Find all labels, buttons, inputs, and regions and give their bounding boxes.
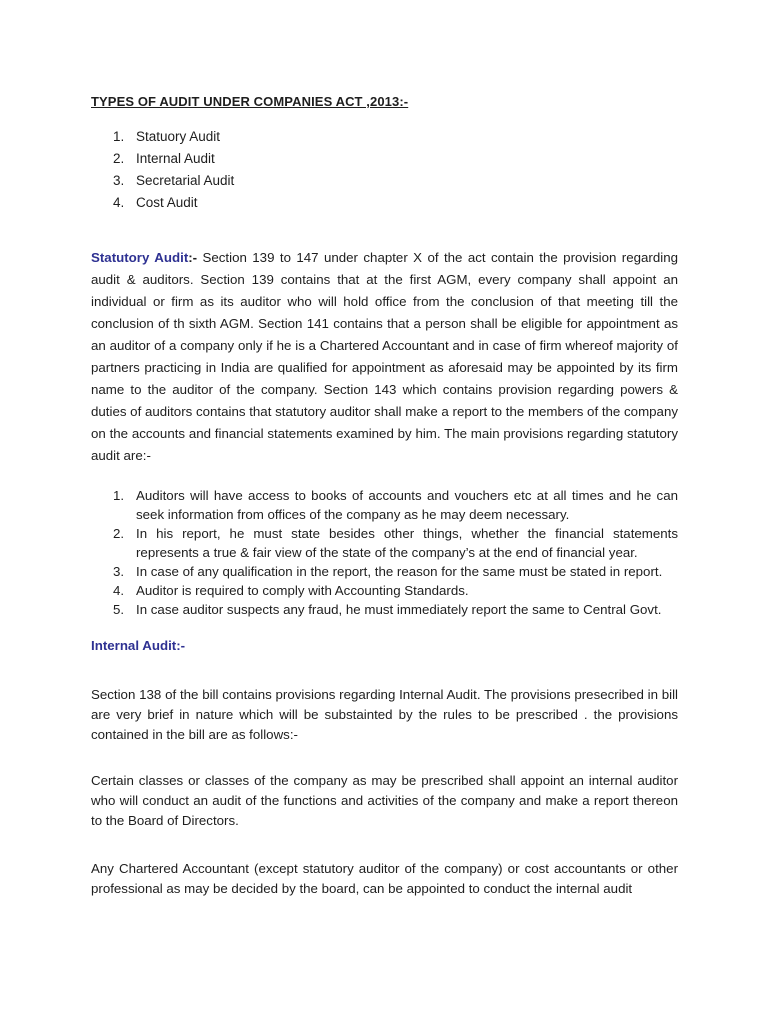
internal-audit-paragraph-2: Certain classes or classes of the company as may be prescribed shall appoint an internal auditor who will conduct an audit of the functions and activities of the company and make a report thereon to the Board of Directors. (91, 773, 678, 828)
list-item (91, 486, 678, 524)
document-title: TYPES OF AUDIT UNDER COMPANIES ACT ,2013:- (91, 94, 409, 109)
list-number: 4. (113, 195, 125, 210)
statutory-provisions-list (91, 486, 678, 619)
internal-audit-heading-suffix: :- (176, 638, 186, 653)
list-item-text: In his report, he must state besides other things, whether the financial statements represents a true & fair view of the state of the company’s at the end of financial year. (136, 526, 678, 560)
list-number: 2. (113, 526, 125, 541)
list-item-text: Auditors will have access to books of accounts and vouchers etc at all times and he can seek information from offices of the company as he may deem necessary. (136, 488, 678, 522)
audit-types-list (91, 126, 234, 214)
list-number: 5. (113, 602, 125, 617)
list-number: 1. (113, 488, 125, 503)
list-item-text: Auditor is required to comply with Accounting Standards. (136, 583, 469, 598)
list-item (91, 170, 234, 192)
list-number: 3. (113, 173, 125, 188)
statutory-audit-heading-suffix: :- (188, 250, 198, 265)
list-item-label: Statuory Audit (136, 129, 221, 144)
internal-audit-heading-line (91, 636, 185, 656)
list-item (91, 524, 678, 562)
list-item-label: Secretarial Audit (136, 173, 235, 188)
list-number: 3. (113, 564, 125, 579)
list-item-label: Internal Audit (136, 151, 215, 166)
list-item (91, 192, 234, 214)
list-item-text: In case auditor suspects any fraud, he must immediately report the same to Central Govt. (136, 602, 662, 617)
internal-audit-heading: Internal Audit (91, 638, 177, 653)
internal-audit-paragraph-3: Any Chartered Accountant (except statutory auditor of the company) or cost accountants or other professional as may be decided by the board, can be appointed to conduct the internal audit (91, 861, 678, 896)
internal-audit-paragraph-1: Section 138 of the bill contains provisions regarding Internal Audit. The provisions presecribed in bill are very brief in nature which will be substainted by the rules to be prescribed . the provisions contained in the bill are as follows:- (91, 687, 678, 742)
statutory-audit-paragraph (91, 247, 678, 467)
list-number: 1. (113, 129, 125, 144)
list-item (91, 126, 234, 148)
list-item (91, 600, 678, 619)
statutory-audit-heading: Statutory Audit (91, 250, 189, 265)
list-number: 2. (113, 151, 125, 166)
list-item (91, 581, 678, 600)
list-item (91, 148, 234, 170)
list-item (91, 562, 678, 581)
statutory-audit-body: Section 139 to 147 under chapter X of the act contain the provision regarding audit & auditors. Section 139 contains that at the first AGM, every company shall appoint an individual or firm as its auditor who will hold office from the conclusion of that meeting till the conclusion of th sixth AGM. Section 141 contains that a person shall be eligible for appointment as an auditor of a company only if he is a Chartered Accountant and in case of firm whereof majority of partners practicing in India are qualified for appointment as aforesaid may be appointed by its firm name to the auditor of the company. Section 143 which contains provision regarding powers & duties of auditors contains that statutory auditor shall make a report to the members of the company on the accounts and financial statements examined by him. The main provisions regarding statutory audit are:- (91, 250, 678, 463)
list-number: 4. (113, 583, 125, 598)
list-item-label: Cost Audit (136, 195, 198, 210)
list-item-text: In case of any qualification in the report, the reason for the same must be stated in report. (136, 564, 663, 579)
